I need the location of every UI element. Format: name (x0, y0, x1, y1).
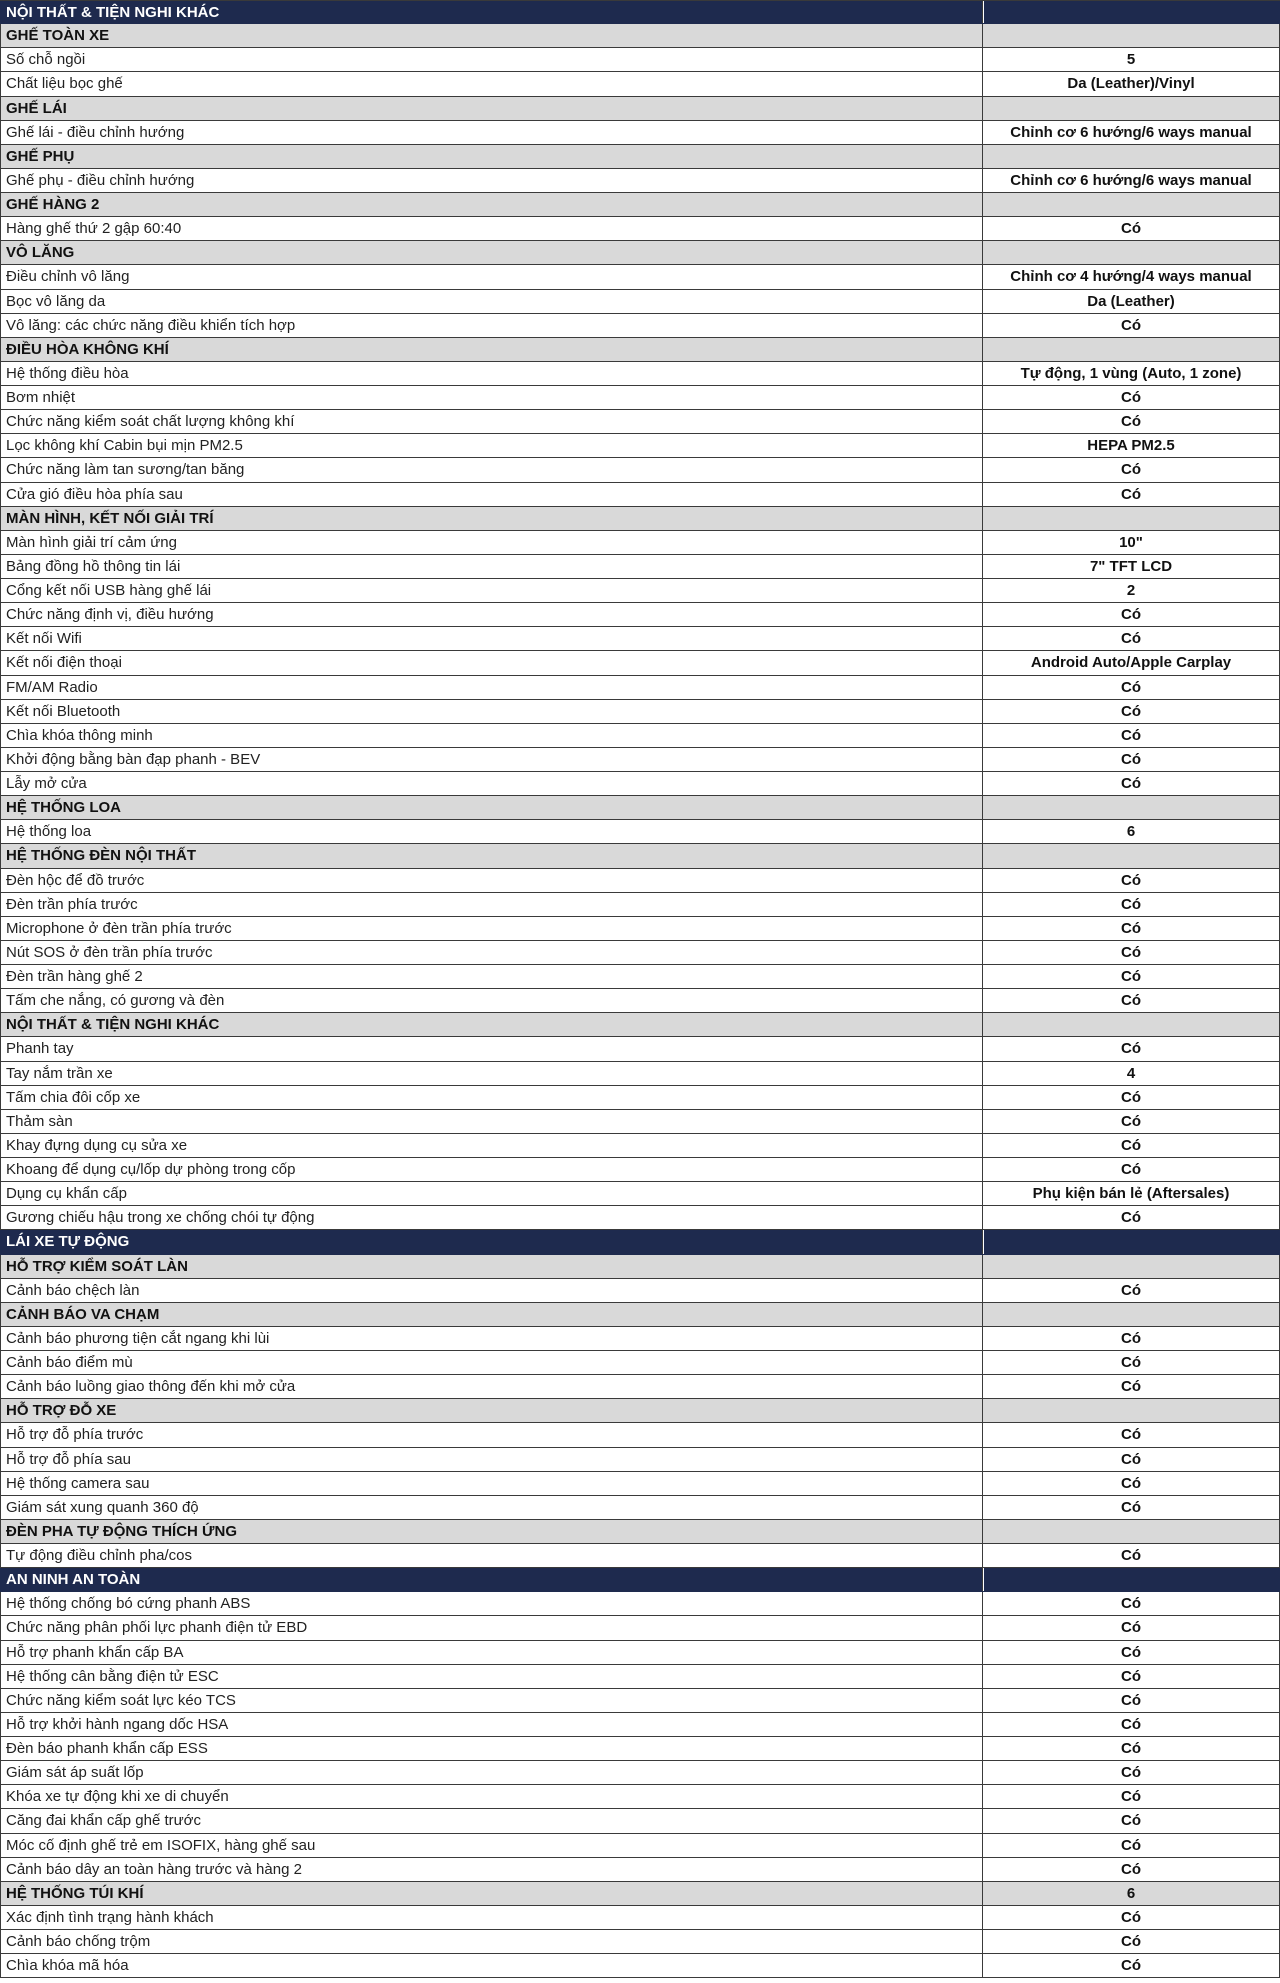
row-value: Có (983, 1206, 1280, 1229)
table-row (0, 290, 1280, 314)
table-row (0, 1472, 1280, 1496)
row-label: Hệ thống điều hòa (0, 362, 983, 385)
subsection-header-row (0, 844, 1280, 868)
row-value: Có (983, 1834, 1280, 1857)
row-value: Có (983, 1351, 1280, 1374)
row-label: Kết nối điện thoại (0, 651, 983, 674)
subsection-header-row (0, 1882, 1280, 1906)
row-label: Lọc không khí Cabin bụi mịn PM2.5 (0, 434, 983, 457)
row-label: Lẫy mở cửa (0, 772, 983, 795)
row-label: Nút SOS ở đèn trần phía trước (0, 941, 983, 964)
row-value (983, 1230, 1280, 1253)
row-value: Có (983, 1592, 1280, 1615)
row-label: Giám sát xung quanh 360 độ (0, 1496, 983, 1519)
row-value: Có (983, 1472, 1280, 1495)
subsection-header-row (0, 145, 1280, 169)
row-value: Có (983, 869, 1280, 892)
row-value (983, 24, 1280, 47)
table-row (0, 1448, 1280, 1472)
row-label: Màn hình giải trí cảm ứng (0, 531, 983, 554)
row-label: Cửa gió điều hòa phía sau (0, 483, 983, 506)
row-label: Hệ thống camera sau (0, 1472, 983, 1495)
row-label: Bơm nhiệt (0, 386, 983, 409)
table-row (0, 386, 1280, 410)
row-value: Có (983, 1713, 1280, 1736)
row-value: Da (Leather) (983, 290, 1280, 313)
row-label: Hỗ trợ đỗ phía trước (0, 1423, 983, 1446)
table-row (0, 1327, 1280, 1351)
row-label: HỆ THỐNG ĐÈN NỘI THẤT (0, 844, 983, 867)
table-row (0, 483, 1280, 507)
table-row (0, 748, 1280, 772)
subsection-header-row (0, 796, 1280, 820)
row-value: Tự động, 1 vùng (Auto, 1 zone) (983, 362, 1280, 385)
row-value: Có (983, 1954, 1280, 1977)
row-label: Điều chỉnh vô lăng (0, 265, 983, 288)
row-value: Có (983, 386, 1280, 409)
table-row (0, 1641, 1280, 1665)
table-row (0, 1206, 1280, 1230)
row-value: 4 (983, 1062, 1280, 1085)
table-row (0, 724, 1280, 748)
row-value: Có (983, 989, 1280, 1012)
table-row (0, 1954, 1280, 1978)
row-value: Có (983, 1858, 1280, 1881)
row-label: HỖ TRỢ ĐỖ XE (0, 1399, 983, 1422)
row-label: Khởi động bằng bàn đạp phanh - BEV (0, 748, 983, 771)
row-label: Bảng đồng hồ thông tin lái (0, 555, 983, 578)
row-label: Chức năng làm tan sương/tan băng (0, 458, 983, 481)
row-value: 7" TFT LCD (983, 555, 1280, 578)
table-row (0, 1713, 1280, 1737)
table-row (0, 72, 1280, 96)
table-row (0, 772, 1280, 796)
row-label: Hỗ trợ khởi hành ngang dốc HSA (0, 1713, 983, 1736)
row-label: Cảnh báo chệch làn (0, 1279, 983, 1302)
table-row (0, 893, 1280, 917)
subsection-header-row (0, 1255, 1280, 1279)
subsection-header-row (0, 1399, 1280, 1423)
row-label: MÀN HÌNH, KẾT NỐI GIẢI TRÍ (0, 507, 983, 530)
table-row (0, 121, 1280, 145)
table-row (0, 1279, 1280, 1303)
row-label: Hệ thống loa (0, 820, 983, 843)
table-row (0, 265, 1280, 289)
row-label: GHẾ LÁI (0, 97, 983, 120)
table-row (0, 965, 1280, 989)
row-value: Da (Leather)/Vinyl (983, 72, 1280, 95)
row-label: Gương chiếu hậu trong xe chống chói tự động (0, 1206, 983, 1229)
row-value (983, 507, 1280, 530)
row-label: Móc cố định ghế trẻ em ISOFIX, hàng ghế sau (0, 1834, 983, 1857)
table-row (0, 1182, 1280, 1206)
table-row (0, 531, 1280, 555)
row-value: Có (983, 1906, 1280, 1929)
row-label: Phanh tay (0, 1037, 983, 1060)
row-value (983, 1568, 1280, 1591)
row-value: 6 (983, 820, 1280, 843)
row-value: Có (983, 724, 1280, 747)
row-value: Chỉnh cơ 6 hướng/6 ways manual (983, 121, 1280, 144)
subsection-header-row (0, 241, 1280, 265)
row-value: Có (983, 1544, 1280, 1567)
row-label: NỘI THẤT & TIỆN NGHI KHÁC (0, 1013, 983, 1036)
row-value (983, 1303, 1280, 1326)
table-row (0, 1037, 1280, 1061)
table-row (0, 458, 1280, 482)
subsection-header-row (0, 1013, 1280, 1037)
row-label: Hệ thống cân bằng điện tử ESC (0, 1665, 983, 1688)
row-value: Có (983, 483, 1280, 506)
row-label: Vô lăng: các chức năng điều khiển tích hợp (0, 314, 983, 337)
row-value (983, 97, 1280, 120)
row-label: Cảnh báo dây an toàn hàng trước và hàng 2 (0, 1858, 983, 1881)
row-label: HỆ THỐNG LOA (0, 796, 983, 819)
table-row (0, 941, 1280, 965)
table-row (0, 362, 1280, 386)
subsection-header-row (0, 1303, 1280, 1327)
section-header-row (0, 1230, 1280, 1254)
row-label: Khay đựng dụng cụ sửa xe (0, 1134, 983, 1157)
row-value: Có (983, 700, 1280, 723)
row-label: Khóa xe tự động khi xe di chuyển (0, 1785, 983, 1808)
row-value: Có (983, 1134, 1280, 1157)
row-value: Có (983, 1930, 1280, 1953)
row-label: Xác định tình trạng hành khách (0, 1906, 983, 1929)
section-header-row (0, 0, 1280, 24)
subsection-header-row (0, 338, 1280, 362)
row-value: Có (983, 1279, 1280, 1302)
row-value: Chỉnh cơ 4 hướng/4 ways manual (983, 265, 1280, 288)
table-row (0, 1809, 1280, 1833)
row-label: Ghế phụ - điều chỉnh hướng (0, 169, 983, 192)
row-value: Có (983, 1448, 1280, 1471)
row-label: Dụng cụ khẩn cấp (0, 1182, 983, 1205)
row-label: Cảnh báo chống trộm (0, 1930, 983, 1953)
table-row (0, 1496, 1280, 1520)
row-value (983, 1399, 1280, 1422)
table-row (0, 1086, 1280, 1110)
row-label: Đèn trần phía trước (0, 893, 983, 916)
table-row (0, 651, 1280, 675)
table-row (0, 1737, 1280, 1761)
row-label: AN NINH AN TOÀN (0, 1568, 983, 1591)
row-label: Chức năng phân phối lực phanh điện tử EBD (0, 1616, 983, 1639)
row-value: Có (983, 1616, 1280, 1639)
row-value: Có (983, 217, 1280, 240)
row-value: Có (983, 1809, 1280, 1832)
table-row (0, 627, 1280, 651)
row-label: Hệ thống chống bó cứng phanh ABS (0, 1592, 983, 1615)
row-value: Có (983, 1785, 1280, 1808)
subsection-header-row (0, 97, 1280, 121)
row-label: Microphone ở đèn trần phía trước (0, 917, 983, 940)
row-label: GHẾ HÀNG 2 (0, 193, 983, 216)
table-row (0, 1592, 1280, 1616)
row-value: Có (983, 1037, 1280, 1060)
table-row (0, 1930, 1280, 1954)
row-value: 10" (983, 531, 1280, 554)
table-row (0, 1375, 1280, 1399)
subsection-header-row (0, 1520, 1280, 1544)
table-row (0, 869, 1280, 893)
row-value: Có (983, 1375, 1280, 1398)
table-row (0, 48, 1280, 72)
table-row (0, 1110, 1280, 1134)
row-label: Tay nắm trần xe (0, 1062, 983, 1085)
table-row (0, 676, 1280, 700)
table-row (0, 1351, 1280, 1375)
row-label: Chức năng định vị, điều hướng (0, 603, 983, 626)
table-row (0, 1158, 1280, 1182)
row-value: Có (983, 1423, 1280, 1446)
row-label: Đèn trần hàng ghế 2 (0, 965, 983, 988)
row-label: Bọc vô lăng da (0, 290, 983, 313)
row-value (983, 1520, 1280, 1543)
row-label: Kết nối Wifi (0, 627, 983, 650)
row-value: 6 (983, 1882, 1280, 1905)
row-label: LÁI XE TỰ ĐỘNG (0, 1230, 983, 1253)
row-value: Có (983, 772, 1280, 795)
row-value: Có (983, 1496, 1280, 1519)
row-value: Có (983, 1086, 1280, 1109)
row-label: Chìa khóa mã hóa (0, 1954, 983, 1977)
subsection-header-row (0, 24, 1280, 48)
row-label: ĐÈN PHA TỰ ĐỘNG THÍCH ỨNG (0, 1520, 983, 1543)
row-value (983, 145, 1280, 168)
row-label: VÔ LĂNG (0, 241, 983, 264)
row-value: Có (983, 1761, 1280, 1784)
row-value (983, 338, 1280, 361)
row-label: Chức năng kiểm soát lực kéo TCS (0, 1689, 983, 1712)
table-row (0, 169, 1280, 193)
row-value: Có (983, 1158, 1280, 1181)
row-value: Android Auto/Apple Carplay (983, 651, 1280, 674)
table-row (0, 410, 1280, 434)
table-row (0, 1665, 1280, 1689)
table-row (0, 603, 1280, 627)
row-label: Giám sát áp suất lốp (0, 1761, 983, 1784)
subsection-header-row (0, 193, 1280, 217)
table-row (0, 1134, 1280, 1158)
row-value (983, 193, 1280, 216)
row-value (983, 796, 1280, 819)
row-value: Có (983, 1641, 1280, 1664)
row-label: Cảnh báo luồng giao thông đến khi mở cửa (0, 1375, 983, 1398)
row-label: Đèn hộc để đồ trước (0, 869, 983, 892)
row-label: Ghế lái - điều chỉnh hướng (0, 121, 983, 144)
table-row (0, 989, 1280, 1013)
table-row (0, 434, 1280, 458)
row-label: GHẾ TOÀN XE (0, 24, 983, 47)
row-label: Căng đai khẩn cấp ghế trước (0, 1809, 983, 1832)
row-value: Có (983, 1327, 1280, 1350)
row-value: Có (983, 1110, 1280, 1133)
table-row (0, 1834, 1280, 1858)
row-value: Phụ kiện bán lẻ (Aftersales) (983, 1182, 1280, 1205)
row-label: Hàng ghế thứ 2 gập 60:40 (0, 217, 983, 240)
row-label: ĐIỀU HÒA KHÔNG KHÍ (0, 338, 983, 361)
row-label: Chức năng kiểm soát chất lượng không khí (0, 410, 983, 433)
row-label: FM/AM Radio (0, 676, 983, 699)
row-value: Có (983, 410, 1280, 433)
row-value: Có (983, 314, 1280, 337)
table-row (0, 579, 1280, 603)
row-value: Có (983, 1689, 1280, 1712)
row-value: Có (983, 941, 1280, 964)
row-label: Thảm sàn (0, 1110, 983, 1133)
row-label: NỘI THẤT & TIỆN NGHI KHÁC (0, 1, 983, 23)
row-label: Tấm che nắng, có gương và đèn (0, 989, 983, 1012)
row-value: Có (983, 1737, 1280, 1760)
row-label: GHẾ PHỤ (0, 145, 983, 168)
row-value (983, 1255, 1280, 1278)
row-value: Có (983, 627, 1280, 650)
row-label: Khoang để dụng cụ/lốp dự phòng trong cốp (0, 1158, 983, 1181)
row-value: Có (983, 893, 1280, 916)
table-row (0, 555, 1280, 579)
row-label: Hỗ trợ phanh khẩn cấp BA (0, 1641, 983, 1664)
row-label: Tấm chia đôi cốp xe (0, 1086, 983, 1109)
row-value: Có (983, 676, 1280, 699)
row-value (983, 1013, 1280, 1036)
row-value: Có (983, 1665, 1280, 1688)
row-value (983, 844, 1280, 867)
section-header-row (0, 1568, 1280, 1592)
table-row (0, 820, 1280, 844)
row-value: Có (983, 748, 1280, 771)
row-value: Có (983, 458, 1280, 481)
row-value: Có (983, 917, 1280, 940)
row-value (983, 241, 1280, 264)
table-row (0, 1616, 1280, 1640)
row-label: Tự động điều chỉnh pha/cos (0, 1544, 983, 1567)
row-label: Kết nối Bluetooth (0, 700, 983, 723)
table-row (0, 1544, 1280, 1568)
row-value: Có (983, 603, 1280, 626)
table-row (0, 217, 1280, 241)
row-label: Cảnh báo phương tiện cắt ngang khi lùi (0, 1327, 983, 1350)
row-label: Chất liệu bọc ghế (0, 72, 983, 95)
table-row (0, 1858, 1280, 1882)
row-value: Có (983, 965, 1280, 988)
table-row (0, 1785, 1280, 1809)
row-label: HỆ THỐNG TÚI KHÍ (0, 1882, 983, 1905)
row-label: Số chỗ ngồi (0, 48, 983, 71)
row-label: HỖ TRỢ KIỂM SOÁT LÀN (0, 1255, 983, 1278)
row-label: Hỗ trợ đỗ phía sau (0, 1448, 983, 1471)
row-value: Chỉnh cơ 6 hướng/6 ways manual (983, 169, 1280, 192)
subsection-header-row (0, 507, 1280, 531)
row-value: 2 (983, 579, 1280, 602)
row-label: Cảnh báo điểm mù (0, 1351, 983, 1374)
row-label: Cổng kết nối USB hàng ghế lái (0, 579, 983, 602)
row-value (983, 1, 1280, 23)
table-row (0, 314, 1280, 338)
table-row (0, 1906, 1280, 1930)
table-row (0, 700, 1280, 724)
table-row (0, 1062, 1280, 1086)
row-label: Đèn báo phanh khẩn cấp ESS (0, 1737, 983, 1760)
row-value: 5 (983, 48, 1280, 71)
row-label: CẢNH BÁO VA CHẠM (0, 1303, 983, 1326)
row-label: Chìa khóa thông minh (0, 724, 983, 747)
table-row (0, 1689, 1280, 1713)
row-value: HEPA PM2.5 (983, 434, 1280, 457)
table-row (0, 1423, 1280, 1447)
table-row (0, 1761, 1280, 1785)
table-row (0, 917, 1280, 941)
